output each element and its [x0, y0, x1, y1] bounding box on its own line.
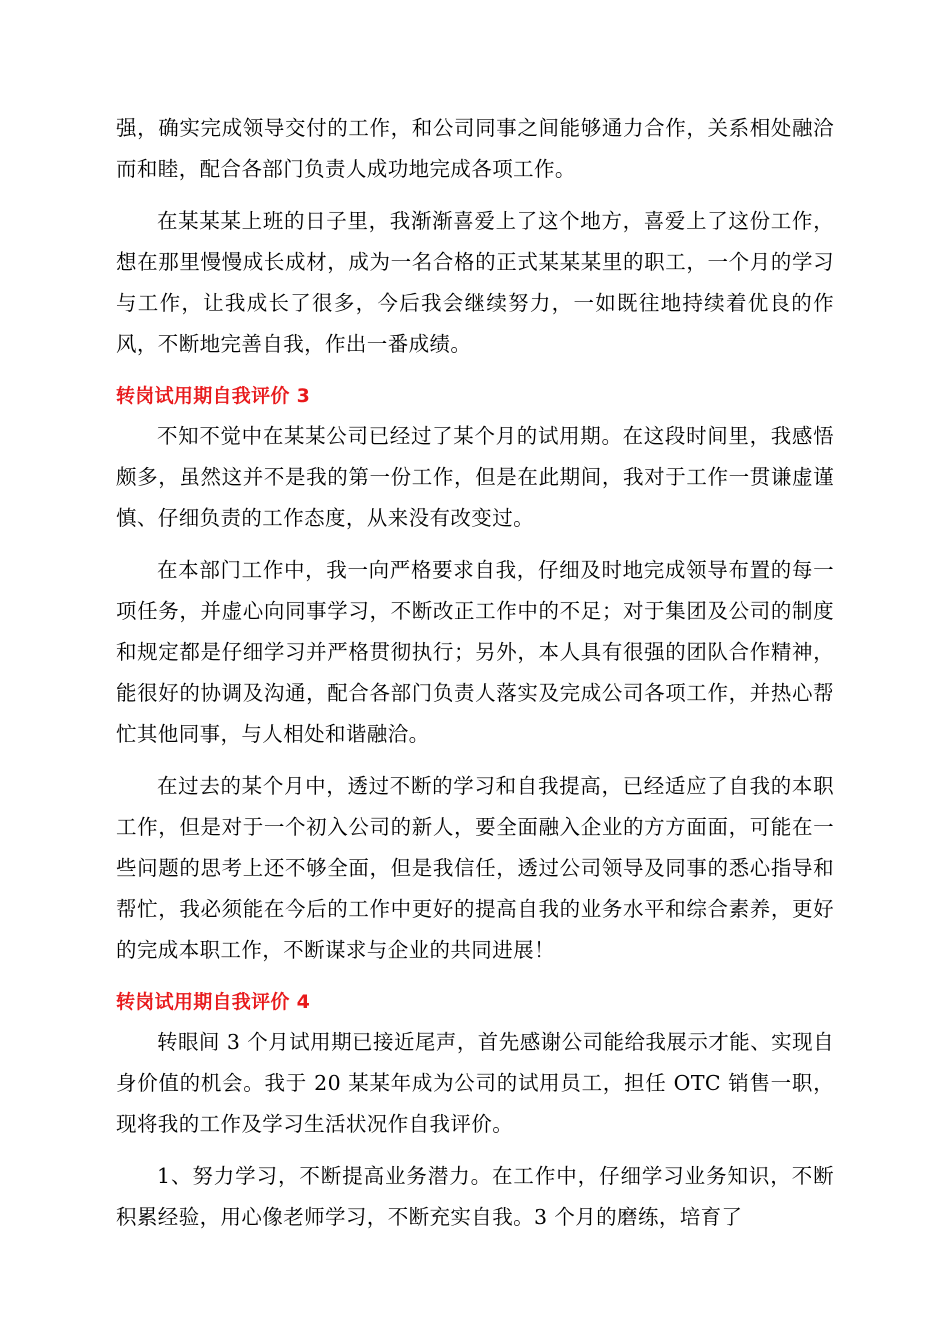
paragraph: 在本部门工作中，我一向严格要求自我，仔细及时地完成领导布置的每一项任务，并虚心向同事学习，不断改正工作中的不足；对于集团及公司的制度和规定都是仔细学习并严格贯彻执行；另外，本人具有很强的团队合作精神，能很好的协调及沟通，配合各部门负责人落实及完成公司各项工作，并热心帮忙其他同事，与人相处和谐融洽。: [116, 558, 834, 746]
document-body: [116, 108, 834, 1238]
paragraph: 在过去的某个月中，透过不断的学习和自我提高，已经适应了自我的本职工作，但是对于一个初入公司的新人，要全面融入企业的方方面面，可能在一些问题的思考上还不够全面，但是我信任，透过公司领导及同事的悉心指导和帮忙，我必须能在今后的工作中更好的提高自我的业务水平和综合素养，更好的完成本职工作，不断谋求与企业的共同进展！: [116, 774, 834, 962]
paragraph-continuation: 强，确实完成领导交付的工作，和公司同事之间能够通力合作，关系相处融洽而和睦，配合各部门负责人成功地完成各项工作。: [116, 116, 834, 181]
paragraph: 不知不觉中在某某公司已经过了某个月的试用期。在这段时间里，我感悟颇多，虽然这并不是我的第一份工作，但是在此期间，我对于工作一贯谦虚谨慎、仔细负责的工作态度，从来没有改变过。: [116, 424, 834, 530]
paragraph: 在某某某上班的日子里，我渐渐喜爱上了这个地方，喜爱上了这份工作，想在那里慢慢成长成材，成为一名合格的正式某某某里的职工，一个月的学习与工作，让我成长了很多，今后我会继续努力，一如既往地持续着优良的作风，不断地完善自我，作出一番成绩。: [116, 209, 834, 356]
paragraph: 1、努力学习，不断提高业务潜力。在工作中，仔细学习业务知识，不断积累经验，用心像老师学习，不断充实自我。3 个月的磨练，培育了: [116, 1164, 834, 1229]
paragraph: 转眼间 3 个月试用期已接近尾声，首先感谢公司能给我展示才能、实现自身价值的机会。我于 20 某某年成为公司的试用员工，担任 OTC 销售一职，现将我的工作及学习生活状况作自我评价。: [116, 1030, 834, 1136]
section-heading: 转岗试用期自我评价 4: [116, 991, 311, 1013]
section-heading: 转岗试用期自我评价 3: [116, 385, 311, 407]
